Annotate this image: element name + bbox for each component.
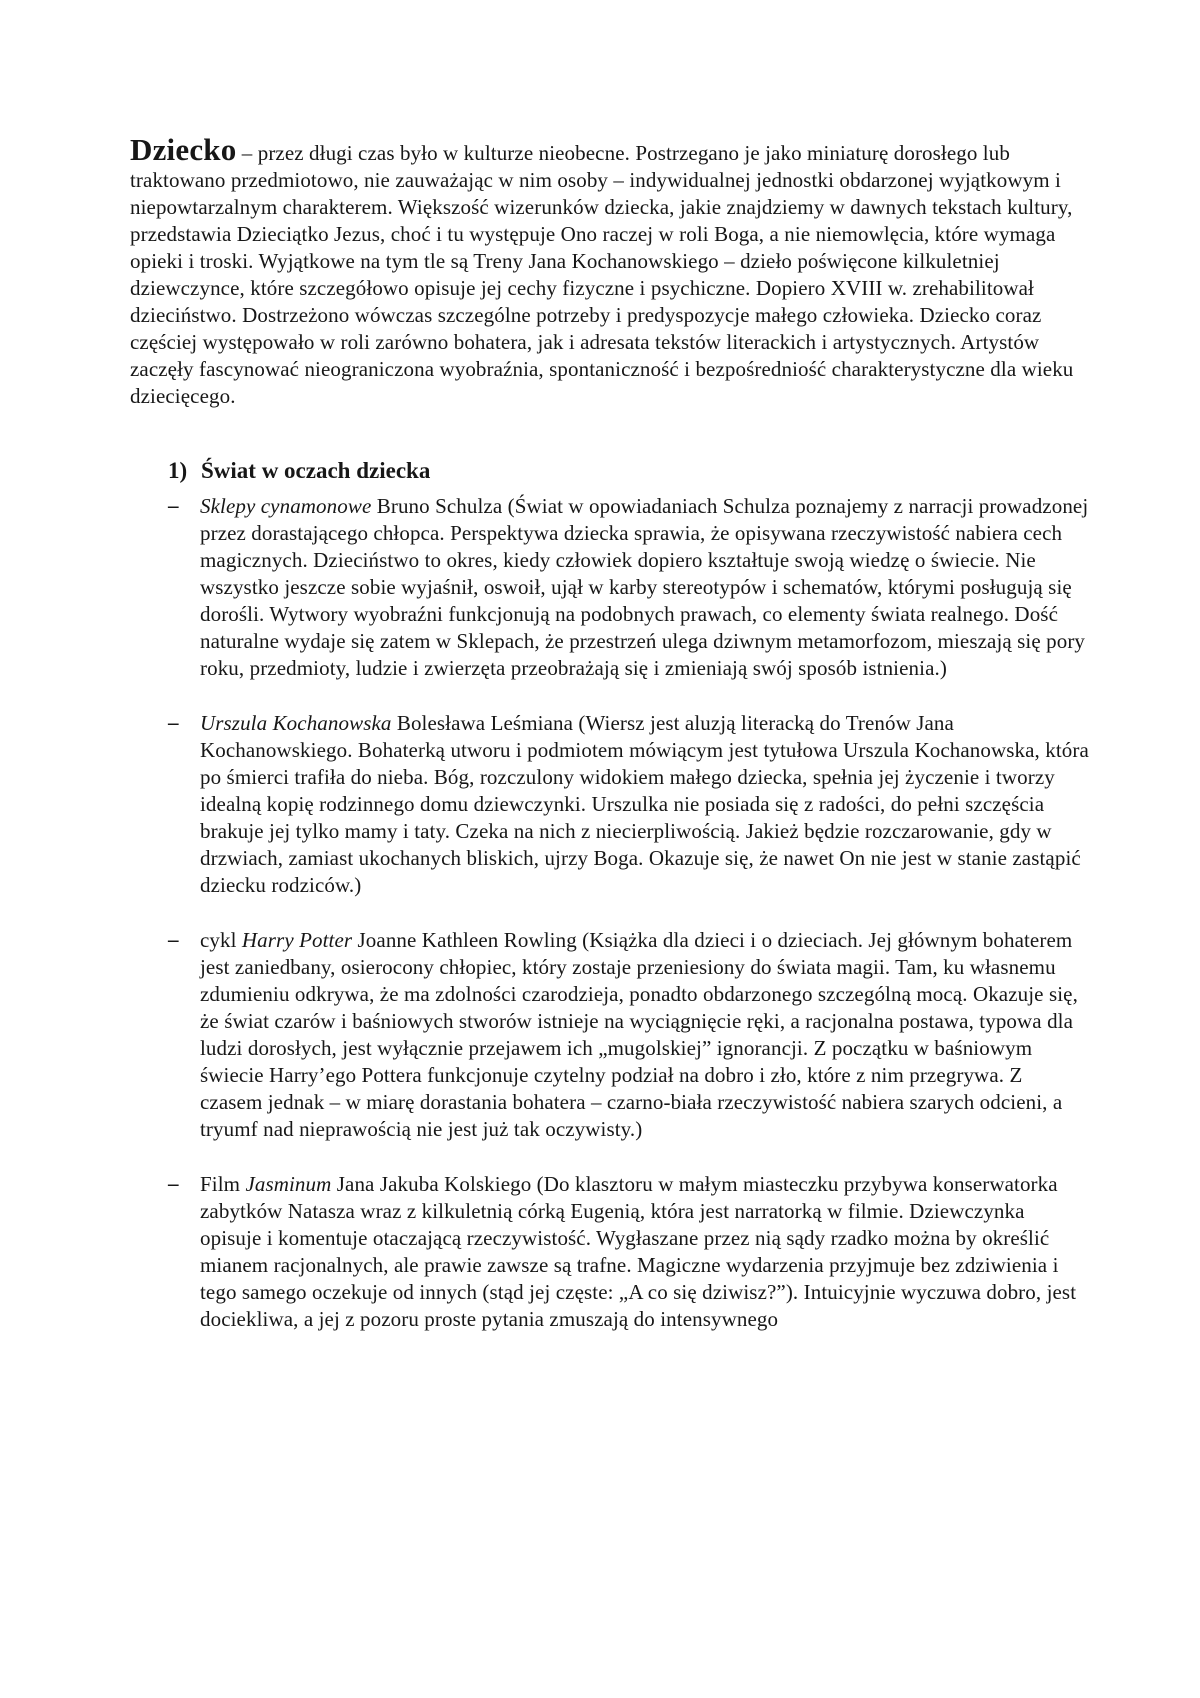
- list-item-urszula-kochanowska: [130, 710, 1090, 899]
- list-item-jasminum: [130, 1171, 1090, 1333]
- works-list: [130, 493, 1090, 1333]
- work-description: Bolesława Leśmiana (Wiersz jest aluzją literacką do Trenów Jana Kochanowskiego. Bohaterką utworu i podmiotem mówiącym jest tytułowa Urszula Kochanowska, która po śmierci trafiła do nieba. Bóg, rozczulony widokiem małego dziecka, spełnia jej życzenie i tworzy idealną kopię rodzinnego domu dziewczynki. Urszulka nie posiada się z radości, do pełni szczęścia brakuje jej tylko mamy i taty. Czeka na nich z niecierpliwością. Jakież będzie rozczarowanie, gdy w drzwiach, zamiast ukochanych bliskich, ujrzy Boga. Okazuje się, że nawet On nie jest w stanie zastąpić dziecku rodziców.): [200, 711, 1089, 897]
- section-number: 1): [168, 458, 188, 483]
- section-title: Świat w oczach dziecka: [201, 458, 431, 483]
- list-item-text: [200, 710, 1090, 899]
- intro-term: Dziecko: [130, 132, 237, 167]
- list-item-text: [200, 927, 1090, 1143]
- dash-bullet: –: [168, 493, 179, 517]
- intro-separator: –: [236, 141, 258, 165]
- list-item-harry-potter: [130, 927, 1090, 1143]
- intro-text: przez długi czas było w kulturze nieobecne. Postrzegano je jako miniaturę dorosłego lub traktowano przedmiotowo, nie zauważając w nim osoby – indywidualnej jednostki obdarzonej wyjątkowym i niepowtarzalnym charakterem. Większość wizerunków dziecka, jakie znajdziemy w dawnych tekstach kultury, przedstawia Dzieciątko Jezus, choć i tu występuje Ono raczej w roli Boga, a nie niemowlęcia, które wymaga opieki i troski. Wyjątkowe na tym tle są Treny Jana Kochanowskiego – dzieło poświęcone kilkuletniej dziewczynce, które szczegółowo opisuje jej cechy fizyczne i psychiczne. Dopiero XVIII w. zrehabilitował dzieciństwo. Dostrzeżono wówczas szczególne potrzeby i predyspozycje małego człowieka. Dziecko coraz częściej występowało w roli zarówno bohatera, jak i adresata tekstów literackich i artystycznych. Artystów zaczęły fascynować nieograniczona wyobraźnia, spontaniczność i bezpośredniość charakterystyczne dla wieku dziecięcego.: [130, 141, 1074, 408]
- work-title: Harry Potter: [241, 928, 353, 952]
- list-item-text: [200, 493, 1090, 682]
- list-item-text: [200, 1171, 1090, 1333]
- work-prefix: Film: [200, 1172, 246, 1196]
- work-title: Urszula Kochanowska: [200, 711, 392, 735]
- intro-paragraph: [130, 132, 1090, 410]
- work-prefix: cykl: [200, 928, 242, 952]
- work-description: Bruno Schulza (Świat w opowiadaniach Schulza poznajemy z narracji prowadzonej przez dorastającego chłopca. Perspektywa dziecka sprawia, że opisywana rzeczywistość nabiera cech magicznych. Dzieciństwo to okres, kiedy człowiek dopiero kształtuje swoją wiedzę o świecie. Nie wszystko jeszcze sobie wyjaśnił, oswoił, ujął w karby stereotypów i schematów, którymi posługują się dorośli. Wytwory wyobraźni funkcjonują na podobnych prawach, co elementy świata realnego. Dość naturalne wydaje się zatem w Sklepach, że przestrzeń ulega dziwnym metamorfozom, mieszają się pory roku, przedmioty, ludzie i zwierzęta przeobrażają się i zmieniają swój sposób istnienia.): [200, 494, 1089, 680]
- work-description: Joanne Kathleen Rowling (Książka dla dzieci i o dzieciach. Jej głównym bohaterem jest zaniedbany, osierocony chłopiec, który zostaje przeniesiony do świata magii. Tam, ku własnemu zdumieniu odkrywa, że ma zdolności czarodzieja, ponadto obdarzonego szczególną mocą. Okazuje się, że świat czarów i baśniowych stworów istnieje na wyciągnięcie ręki, a racjonalna postawa, typowa dla ludzi dorosłych, jest wyłącznie przejawem ich „mugolskiej” ignorancji. Z początku w baśniowym świecie Harry’ego Pottera funkcjonuje czytelny podział na dobro i zło, które z nim przegrywa. Z czasem jednak – w miarę dorastania bohatera – czarno-biała rzeczywistość nabiera szarych odcieni, a tryumf nad nieprawością nie jest już tak oczywisty.): [200, 928, 1078, 1141]
- dash-bullet: –: [168, 1171, 179, 1195]
- dash-bullet: –: [168, 710, 179, 734]
- work-title: Sklepy cynamonowe: [200, 494, 372, 518]
- work-description: Jana Jakuba Kolskiego (Do klasztoru w małym miasteczku przybywa konserwatorka zabytków Natasza wraz z kilkuletnią córką Eugenią, która jest narratorką w filmie. Dziewczynka opisuje i komentuje otaczającą rzeczywistość. Wygłaszane przez nią sądy rzadko można by określić mianem racjonalnych, ale prawie zawsze są trafne. Magiczne wydarzenia przyjmuje bez zdziwienia i tego samego oczekuje od innych (stąd jej częste: „A co się dziwisz?”). Intuicyjnie wyczuwa dobro, jest dociekliwa, a jej z pozoru proste pytania zmuszają do intensywnego: [200, 1172, 1077, 1331]
- list-item-sklepy-cynamonowe: [130, 493, 1090, 682]
- dash-bullet: –: [168, 927, 179, 951]
- section-heading: [130, 456, 1090, 486]
- work-title: Jasminum: [245, 1172, 332, 1196]
